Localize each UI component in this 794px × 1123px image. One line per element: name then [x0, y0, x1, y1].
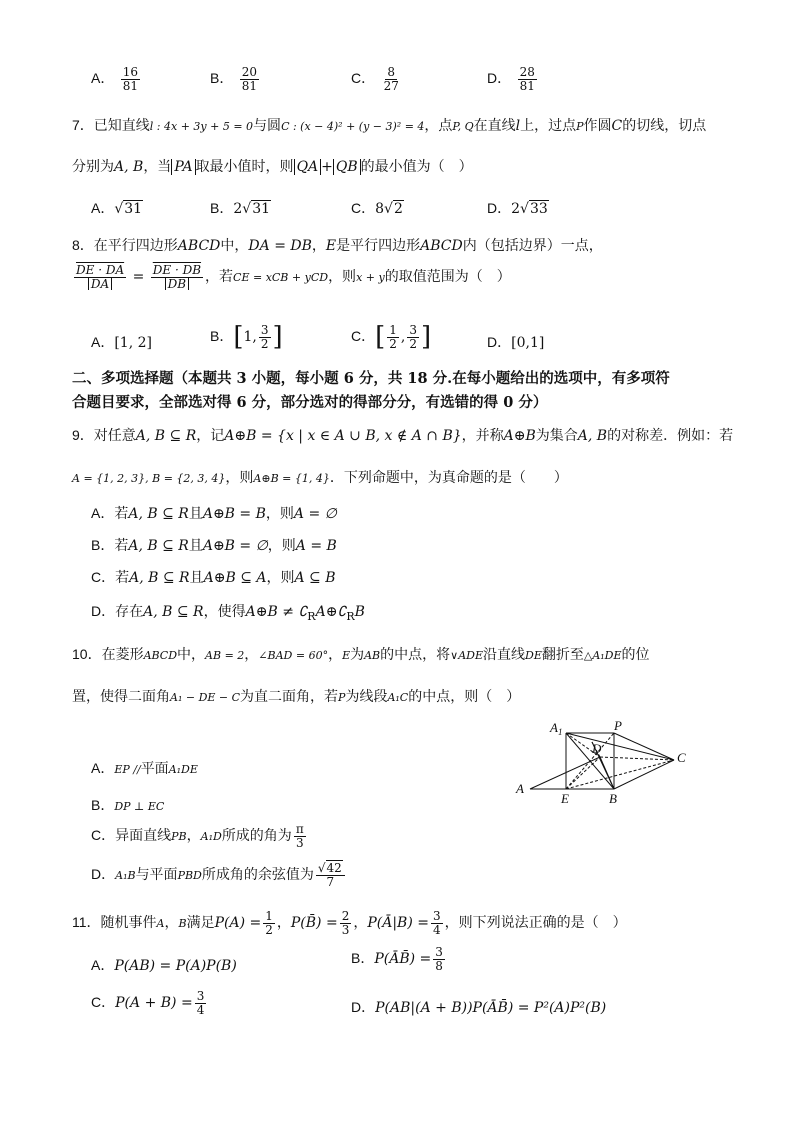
- label-a: A: [516, 781, 524, 796]
- q7-stem-line2: 分别为A, B，当 PA 取最小值时，则 QA + QB 的最小值为（ ）: [72, 159, 473, 175]
- q8-option-a[interactable]: A．[1, 2]: [91, 334, 152, 351]
- q10-option-b[interactable]: B．DP ⊥ EC: [91, 797, 165, 813]
- q6-option-a[interactable]: A． $\frac{16}{81}$: [91, 65, 139, 93]
- q9-stem-line2: A = {1, 2, 3}, B = {2, 3, 4}，则A⊕B = {1, 4}．下列命题中，为真命题的是（ ）: [72, 470, 568, 486]
- label-a1: $A_1$: [550, 720, 563, 737]
- label-e: E: [561, 791, 569, 806]
- q10-stem-line2: 置，使得二面角A₁ − DE − C为直二面角，若P为线段A₁C的中点，则（ ）: [72, 689, 521, 705]
- q11-option-c[interactable]: C．P(A + B) = $\frac{3}{4}$: [91, 989, 205, 1017]
- q10-stem-line1: 10．在菱形ABCD中，AB = 2，∠BAD = 60°，E为AB的中点，将∨ADE沿直线DE翻折至△A₁DE的位: [72, 646, 650, 663]
- q11-option-b[interactable]: B．P(ĀB̄) = $\frac{3}{8}$: [351, 945, 443, 973]
- q9-option-a[interactable]: A．若A, B ⊆ R且A⊕B = B，则A = ∅: [91, 505, 337, 522]
- q8-option-c[interactable]: C．[ $\frac{1}{2}$ , $\frac{3}{2}$ ]: [351, 322, 432, 352]
- q6-option-c[interactable]: C． $\frac{8}{27}$: [351, 65, 399, 93]
- q7-stem-line1: 7．已知直线l : 4x + 3y + 5 = 0与圆C : (x − 4)² + (y − 3)² = 4，点P, Q在直线l上，过点P作圆C的切线，切点: [72, 117, 707, 134]
- q7-option-d[interactable]: D．2√33: [487, 200, 548, 217]
- fraction: $\frac{20}{81}$: [241, 65, 258, 93]
- q6-option-d[interactable]: D． $\frac{28}{81}$: [487, 65, 535, 93]
- section-heading-line2: 合题目要求，全部选对得 6 分，部分选对的得部分分，有选错的得 0 分）: [72, 394, 548, 411]
- q7-option-a[interactable]: A．√31: [91, 200, 143, 217]
- vector-fraction-1: $\frac{DE \cdot DA}{DA}$: [76, 263, 125, 291]
- q9-option-c[interactable]: C．若A, B ⊆ R且A⊕B ⊆ A，则A ⊆ B: [91, 569, 336, 586]
- vector-fraction-2: $\frac{DE \cdot DB}{DB}$: [152, 263, 202, 291]
- q8-option-b[interactable]: B．[1, $\frac{3}{2}$ ]: [210, 322, 283, 352]
- q8-stem-line2: $\frac{DE \cdot DA}{DA}$ = $\frac{DE \cdot DB}{DB}$ ，若CE = xCB + yCD，则x + y的取值范围为（ ）: [76, 263, 511, 291]
- fraction: $\frac{16}{81}$: [122, 65, 139, 93]
- q11-stem: 11．随机事件A，B满足P(A) = $\frac{1}{2}$ ，P(B̄) = $\frac{2}{3}$ ，P(Ā|B) = $\frac{3}{4}$ ，则下列说法正确的是（ ）: [72, 909, 627, 937]
- fraction: $\frac{28}{81}$: [519, 65, 535, 93]
- label-b: B: [609, 791, 617, 806]
- section-heading-line1: 二、多项选择题（本题共 3 小题，每小题 6 分，共 18 分.在每小题给出的选项中，有多项符: [72, 370, 670, 387]
- q11-option-d[interactable]: D．P(AB|(A + B))P(ĀB̄) = P²(A)P²(B): [351, 999, 607, 1016]
- label-p: P: [614, 718, 622, 733]
- q8-option-d[interactable]: D．[0,1]: [487, 334, 545, 351]
- q10-option-a[interactable]: A．EP //平面A₁DE: [91, 760, 198, 777]
- q9-option-b[interactable]: B．若A, B ⊆ R且A⊕B = ∅，则A = B: [91, 537, 337, 554]
- q11-option-a[interactable]: A．P(AB) = P(A)P(B): [91, 957, 237, 974]
- fraction: $\frac{8}{27}$: [383, 65, 399, 93]
- q9-option-d[interactable]: D．存在A, B ⊆ R，使得A⊕B ≠ $∁_RA\oplus∁_RB$: [91, 603, 365, 623]
- q7-option-b[interactable]: B．2√31: [210, 200, 271, 217]
- label-c: C: [677, 750, 686, 765]
- q7-option-c[interactable]: C．8√2: [351, 200, 403, 217]
- q10-option-d[interactable]: D．A₁B与平面PBD所成角的余弦值为 $\frac{√42}{7}$: [91, 862, 347, 888]
- label-d: D: [592, 741, 602, 756]
- q10-option-c[interactable]: C．异面直线PB，A₁D所成的角为 $\frac{\pi}{3}$: [91, 822, 304, 850]
- q6-option-b[interactable]: B． $\frac{20}{81}$: [210, 65, 258, 93]
- q8-stem-line1: 8．在平行四边形ABCD中，DA = DB，E是平行四边形ABCD内（包括边界）一点，: [72, 237, 603, 254]
- q10-geometry-figure: [510, 715, 700, 807]
- q9-stem-line1: 9．对任意A, B ⊆ R，记A⊕B = {x | x ∈ A ∪ B, x ∉ A ∩ B}，并称A⊕B为集合A, B的对称差．例如：若: [72, 427, 734, 444]
